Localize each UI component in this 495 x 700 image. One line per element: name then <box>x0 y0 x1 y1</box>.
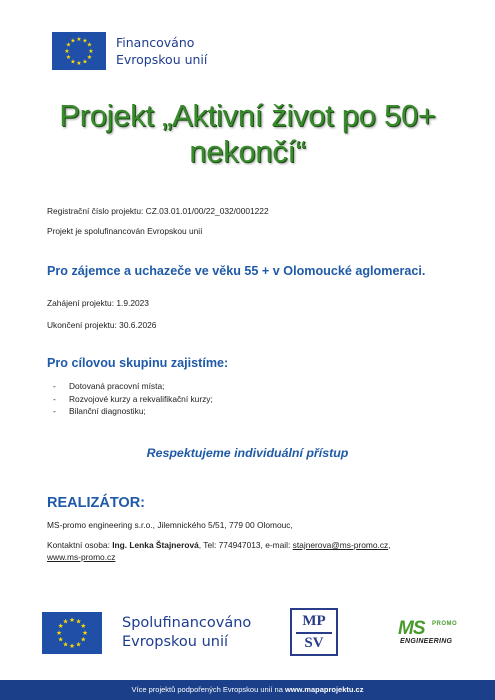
svg-text:★: ★ <box>82 37 88 45</box>
registration-number: Registrační číslo projektu: CZ.03.01.01/00/22_032/0001222 <box>47 206 269 216</box>
svg-text:★: ★ <box>88 48 94 55</box>
project-title-line1: Projekt „Aktivní život po 50+ <box>59 98 436 133</box>
ms-logo-promo: PROMO <box>432 621 458 627</box>
project-title-line2: nekončí“ <box>189 134 306 169</box>
contact-info <box>47 540 467 563</box>
target-group-heading: Pro cílovou skupinu zajistíme: <box>47 356 229 370</box>
footer-link[interactable]: www.mapaprojektu.cz <box>284 685 364 694</box>
eu-financed-text <box>116 34 207 68</box>
realizator-heading: REALIZÁTOR: <box>47 495 146 511</box>
eu-financed-line1: Financováno <box>116 35 195 50</box>
eu-financed-logo <box>52 32 282 72</box>
contact-phone: , Tel: 774947013, e-mail: <box>198 540 293 550</box>
svg-text:★: ★ <box>86 41 93 49</box>
svg-text:★: ★ <box>82 58 88 66</box>
svg-text:★: ★ <box>57 635 64 644</box>
svg-text:★: ★ <box>75 640 82 649</box>
mpsv-bottom: SV <box>304 635 324 651</box>
mpsv-divider <box>296 632 332 634</box>
eu-financed-line2: Evropskou unií <box>116 52 208 67</box>
ms-promo-logo <box>398 618 468 650</box>
svg-text:★: ★ <box>62 617 69 626</box>
svg-text:★: ★ <box>69 616 75 624</box>
svg-text:★: ★ <box>86 54 93 61</box>
ms-logo-mark: MS <box>398 618 425 639</box>
eu-cofinanced-line1: Spolufinancováno <box>122 615 252 631</box>
svg-text:★: ★ <box>80 635 87 644</box>
eu-cofinanced-text <box>122 614 251 652</box>
target-heading: Pro zájemce a uchazeče ve věku 55 + v Olomoucké aglomeraci. <box>47 264 426 278</box>
svg-text:★: ★ <box>82 629 88 637</box>
mpsv-top: MP <box>302 613 326 629</box>
footer-bar <box>0 680 495 700</box>
svg-text:★: ★ <box>65 41 72 49</box>
email-link[interactable]: stajnerova@ms-promo.cz <box>292 540 389 550</box>
svg-text:★: ★ <box>64 48 70 55</box>
eu-cofinanced-line2: Evropskou unií <box>122 634 229 650</box>
svg-text:★: ★ <box>76 60 82 67</box>
website-link[interactable]: www.ms-promo.cz <box>47 551 116 562</box>
svg-text:★: ★ <box>76 36 82 43</box>
svg-text:★: ★ <box>75 617 82 626</box>
svg-text:★: ★ <box>70 58 76 66</box>
svg-text:★: ★ <box>69 642 75 650</box>
svg-text:★: ★ <box>80 622 87 631</box>
project-end: Ukončení projektu: 30.6.2026 <box>47 320 157 330</box>
svg-text:★: ★ <box>70 37 76 45</box>
list-item: - Dotovaná pracovní místa; <box>47 380 213 393</box>
company-address: MS-promo engineering s.r.o., Jilemnického 5/51, 779 00 Olomouc, <box>47 520 293 530</box>
ms-logo-engineering: ENGINEERING <box>400 638 453 645</box>
respect-tagline: Respektujeme individuální přístup <box>146 446 349 460</box>
svg-text:★: ★ <box>62 640 69 649</box>
list-item: - Rozvojové kurzy a rekvalifikační kurzy; <box>47 393 213 406</box>
services-list <box>47 380 213 418</box>
mpsv-logo <box>290 608 338 656</box>
contact-person: Ing. Lenka Štajnerová <box>112 540 199 550</box>
footer-text: Více projektů podpořených Evropskou unií na <box>131 685 285 694</box>
cofinanced-note: Projekt je spolufinancován Evropskou unií <box>47 226 203 236</box>
project-start: Zahájení projektu: 1.9.2023 <box>47 298 149 308</box>
contact-prefix: Kontaktní osoba: <box>47 540 113 550</box>
svg-text:★: ★ <box>56 629 62 637</box>
contact-separator: , <box>388 540 391 550</box>
svg-text:★: ★ <box>65 54 72 61</box>
svg-text:★: ★ <box>57 622 64 631</box>
eu-flag-icon <box>52 32 106 70</box>
eu-flag-icon <box>42 612 102 654</box>
project-title <box>0 98 495 170</box>
list-item: - Bilanční diagnostiku; <box>47 405 213 418</box>
